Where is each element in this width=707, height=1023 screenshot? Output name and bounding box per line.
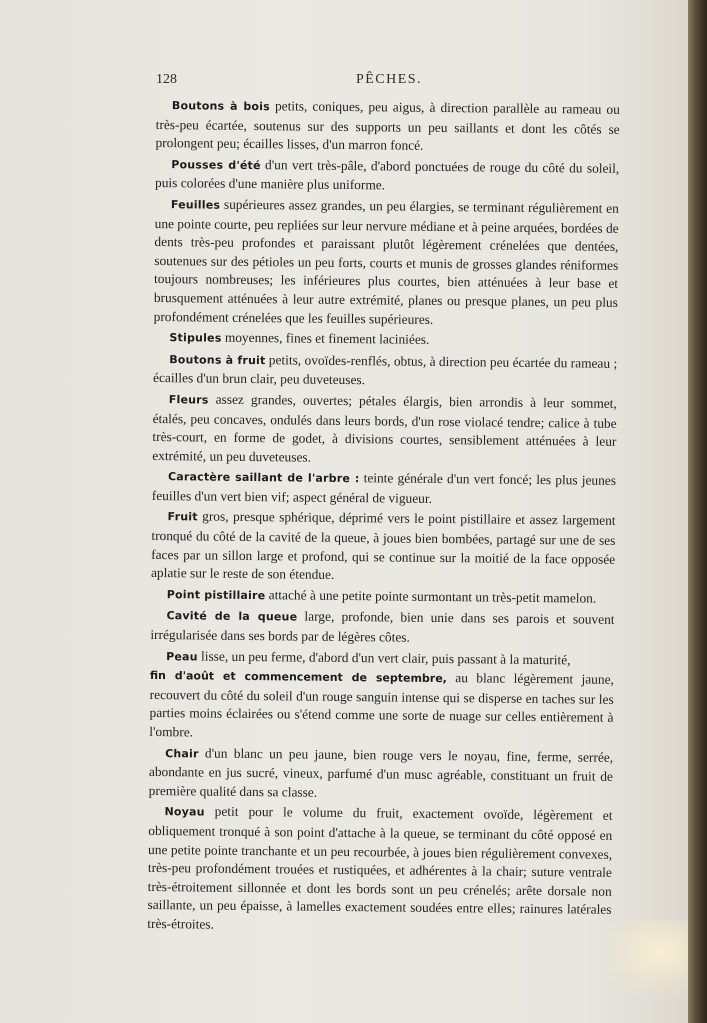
term: Point pistillaire	[166, 587, 266, 603]
paragraph-text: moyennes, fines et finement laciniées.	[221, 329, 430, 348]
term: Cavité de la queue	[166, 609, 298, 624]
term: Fruit	[167, 510, 198, 524]
term: Noyau	[164, 805, 205, 819]
paragraph-text: large, profonde, bien unie dans ses parois et souvent irrégularisée dans ses bords par de légères côtes.	[150, 608, 615, 645]
paragraph-feuilles	[154, 195, 619, 331]
term: Boutons à fruit	[169, 352, 266, 367]
term: Peau	[166, 649, 198, 664]
paragraph-text: au blanc légèrement jaune, recouvert du côté du soleil d'un rouge sanguin intense qui se disperse en taches sur les parties moins éclairées ou s'étend comme une sorte de nuage sur celles entièrement à l'ombre.	[149, 670, 614, 740]
paragraph-text: petits, ovoïdes-renflés, obtus, à direction peu écartée du rameau ; écailles d'un brun clair, peu duveteuses.	[152, 351, 618, 388]
term: Stipules	[169, 331, 222, 345]
paragraph-text: petit pour le volume du fruit, exactement ovoïde, légèrement et obliquement tronqué à son point d'attache à la queue, se terminant du côté opposé en une petite pointe tranchante et un peu recourbée, à joues bien régulièrement convexes, très-peu profondément trouées et rustiquées, et adhérentes à la chair; suture ventrale très-étroitement sillonnée et dont les bords sont un peu crénelés; arête dorsale non saillante, un peu épaisse, à lamelles exactement soudées entre elles; rainures latérales très-étroites.	[147, 803, 613, 932]
book-spine-edge	[688, 0, 707, 1023]
paragraph-point-pistillaire	[151, 585, 615, 609]
paragraph-caractere-saillant	[152, 467, 616, 510]
running-title: PÊCHES.	[355, 72, 423, 87]
paragraph-text: teinte générale d'un vert foncé; les plus jeunes feuilles d'un vert bien vif; aspect général de vigueur.	[151, 470, 617, 506]
paragraph-boutons-a-bois	[155, 96, 620, 158]
paragraph-text: gros, presque sphérique, déprimé vers le point pistillaire et assez largement tronqué du côté de la cavité de la queue, à joues bien bombées, partagé sur une de ses faces par un sillon large et profond, qui se continue sur la moitié de la face opposée aplatie sur le reste de son étendue.	[150, 508, 616, 583]
paragraph-text: d'un blanc un peu jaune, bien rouge vers le noyau, fine, ferme, serrée, abondante en jus sucré, vineux, parfumé d'un musc agréable, constituant un fruit de première qualité dans sa classe.	[148, 745, 614, 800]
term: Feuilles	[170, 198, 221, 212]
paragraph-text: assez grandes, ouvertes; pétales élargis, bien arrondis à leur sommet, étalés, peu concaves, ondulés dans leurs bords, d'un rose violacé tendre; calice à tube très-court, en forme de godet, à divisions courtes, sensiblement atténuées à leur extrémité, un peu duveteuses.	[152, 391, 617, 465]
term: Boutons à bois	[171, 99, 270, 114]
light-glare	[600, 920, 688, 1000]
paragraph-stipules	[153, 328, 617, 352]
paragraph-fleurs	[152, 390, 617, 470]
page-header	[156, 72, 622, 92]
term: Pousses d'été	[171, 157, 261, 172]
term: Caractère saillant de l'arbre :	[167, 470, 360, 486]
paragraph-cavite-de-la-queue	[150, 606, 614, 649]
paragraph-boutons-a-fruit	[153, 350, 617, 393]
paragraph-text: lisse, un peu ferme, d'abord d'un vert clair, puis passant à la maturité,	[197, 648, 571, 667]
page-body	[147, 96, 620, 940]
page-number: 128	[156, 72, 177, 87]
paragraph-fruit	[151, 507, 616, 587]
maturity-period: fin d'août et commencement de septembre,	[149, 669, 447, 686]
term: Chair	[165, 746, 199, 761]
paragraph-text: attaché à une petite pointe surmontant un très-petit mamelon.	[265, 587, 597, 606]
paragraph-pousses-d-ete	[155, 155, 619, 198]
paragraph-text: petits, coniques, peu aigus, à direction parallèle au rameau ou très-peu écartée, soutenus sur des supports un peu saillants et dont les côtés se prolongent peu; écailles lisses, d'un marron foncé.	[155, 98, 620, 153]
paragraph-noyau	[147, 802, 612, 938]
paragraph-chair	[149, 744, 614, 806]
paragraph-peau	[149, 647, 614, 747]
paragraph-text: supérieures assez grandes, un peu élargies, se terminant régulièrement en une pointe courte, peu repliées sur leur nervure médiane et à peine arquées, bordées de dents très-peu profondes et paraissant plutôt légèrement crénelées que dentées, soutenues sur des pétioles un peu forts, courts et munis de grosses glandes réniformes toujours nombreuses; les inférieures plus courtes, bien atténuées à leur base et brusquement atténuées à leur autre extrémité, planes ou presque planes, un peu plus profondément crénelées que les feuilles supérieures.	[153, 196, 619, 327]
paragraph-text: d'un vert très-pâle, d'abord ponctuées de rouge du côté du soleil, puis colorées d'une manière plus uniforme.	[155, 156, 620, 193]
term: Fleurs	[168, 393, 209, 407]
